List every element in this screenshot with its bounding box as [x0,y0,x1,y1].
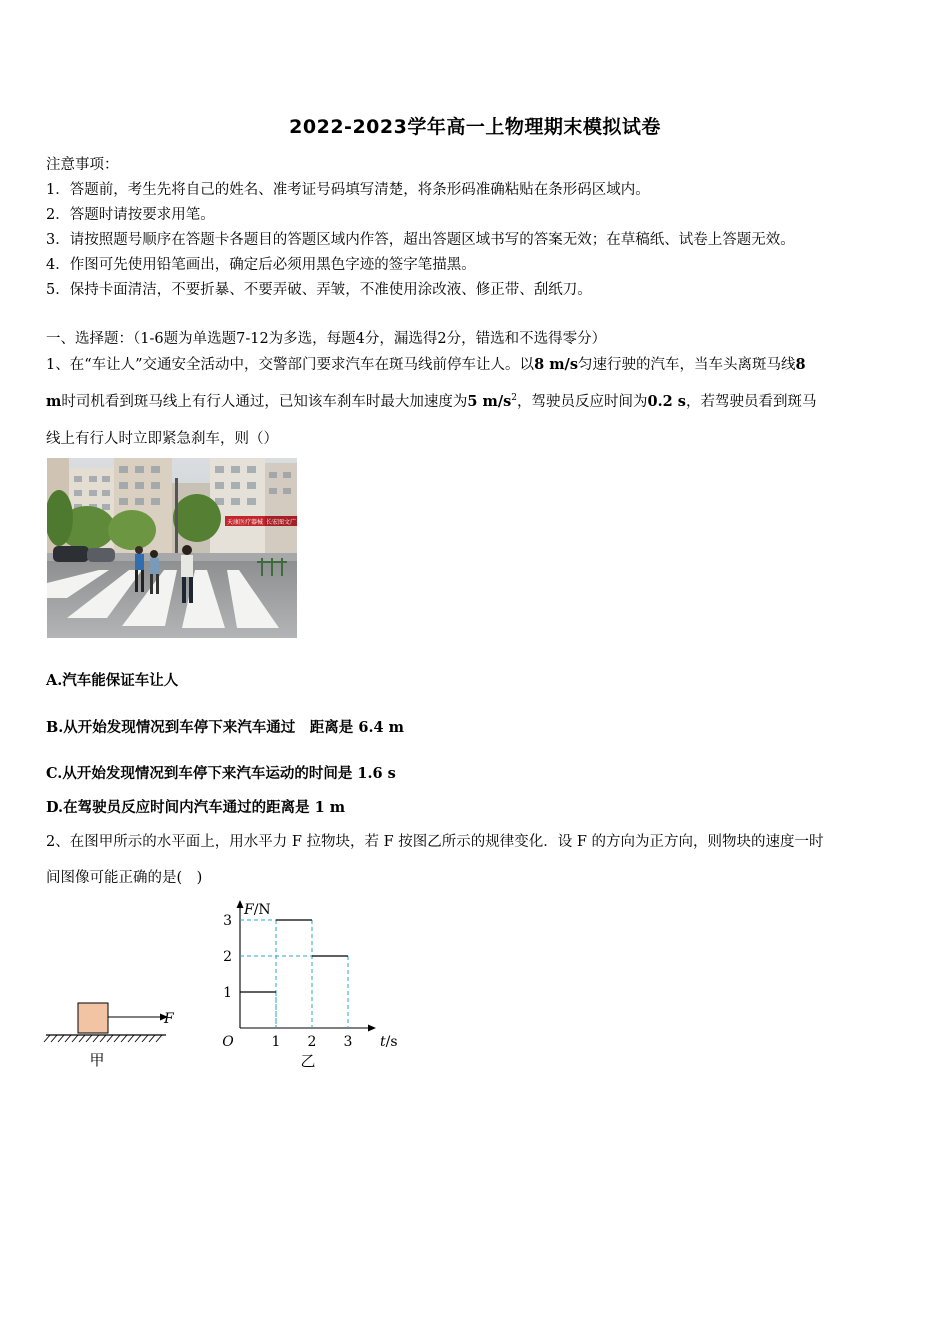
shop-sign-left: 天康医疗器械 [226,519,264,526]
q1-speed: 8 m/s [534,356,579,373]
ground-hatch [44,1035,50,1042]
q1-option-d: D.在驾驶员反应时间内汽车通过的距离是 1 m [46,799,346,816]
ground-hatch [156,1035,162,1042]
y-axis-arrow [237,900,244,908]
origin-label: O [222,1034,234,1050]
question-2-stem-line2: 间图像可能正确的是( ) [46,870,203,886]
q1-accel-exponent: 2 [511,393,518,404]
q1-option-b: B.从开始发现情况到车停下来汽车通过 距离是 6.4 m [46,719,404,736]
q1-text: 时司机看到斑马线上有行人通过，已知该车刹车时最大加速度为 [61,394,468,410]
q1-option-c: C.从开始发现情况到车停下来汽车运动的时间是 1.6 s [46,765,396,782]
ground-hatch [51,1035,57,1042]
ground-hatch [93,1035,99,1042]
notice-item: 2．答题时请按要求用笔。 [46,207,215,223]
x-tick-label: 3 [343,1034,353,1050]
x-tick-label: 1 [271,1034,281,1050]
y-tick-label: 2 [223,949,232,965]
question-1-stem [46,353,908,464]
question-2-stem-line1: 2、在图甲所示的水平面上，用水平力 F 拉物块，若 F 按图乙所示的规律变化．设 F 的方向为正方向，则物块的速度一时 [46,834,824,850]
q1-text: ，若驾驶员看到斑马 [685,394,817,410]
crosswalk-photo [47,458,297,638]
notice-item: 4．作图可先使用铅笔画出，确定后必须用黑色字迹的签字笔描黑。 [46,257,476,273]
ground-hatch [121,1035,127,1042]
ground-hatch [65,1035,71,1042]
q1-reaction-time: 0.2 s [647,393,686,410]
q1-option-a: A.汽车能保证车让人 [46,672,179,689]
notice-heading: 注意事项： [46,157,119,173]
ground-hatch [79,1035,85,1042]
y-tick-label: 1 [223,985,232,1001]
ground-hatch [135,1035,141,1042]
q1-text: 线上有行人时立即紧急刹车，则（） [46,431,278,447]
notice-item: 5．保持卡面清洁，不要折暴、不要弄破、弄皱，不准使用涂改液、修正带、刮纸刀。 [46,282,592,298]
page-title: 2022-2023学年高一上物理期末模拟试卷 [289,116,661,138]
x-tick-label: 2 [307,1034,317,1050]
q1-distance-unit: m [46,393,62,410]
y-tick-label: 3 [223,913,232,929]
q1-text: 匀速行驶的汽车，当车头离斑马线 [578,357,796,373]
force-label: F [164,1011,174,1027]
x-axis-arrow [368,1025,376,1032]
q1-text: 1、在“车让人”交通安全活动中，交警部门要求汽车在斑马线前停车让人。以 [46,357,535,373]
ground-hatch [86,1035,92,1042]
q2-figures [40,895,400,1075]
ground-hatch [142,1035,148,1042]
ground-hatch [107,1035,113,1042]
figure-yi-caption: 乙 [300,1052,316,1070]
q1-distance: 8 [795,356,806,373]
figure-jia-caption: 甲 [89,1051,105,1069]
figure-jia [44,1003,175,1069]
ground-hatch [128,1035,134,1042]
ground-hatch [114,1035,120,1042]
ground-hatch [58,1035,64,1042]
notice-item: 1．答题前，考生先将自己的姓名、准考证号码填写清楚，将条形码准确粘贴在条形码区域内。 [46,182,650,198]
q1-accel: 5 m/s [467,393,512,410]
y-axis-label: F/N [244,902,271,918]
shop-sign-right: 长宏图文广 [265,519,297,526]
figure-yi-chart [222,900,397,1050]
section-heading: 一、选择题：（1-6题为单选题7-12为多选，每题4分，漏选得2分，错选和不选得零分） [46,331,607,347]
x-axis-label: t/s [380,1034,398,1050]
ground-hatch [100,1035,106,1042]
ground-hatch [149,1035,155,1042]
notice-item: 3．请按照题号顺序在答题卡各题目的答题区域内作答，超出答题区域书写的答案无效；在草稿纸、试卷上答题无效。 [46,232,795,248]
q1-text: ，驾驶员反应时间为 [517,394,648,410]
ground-hatch [72,1035,78,1042]
